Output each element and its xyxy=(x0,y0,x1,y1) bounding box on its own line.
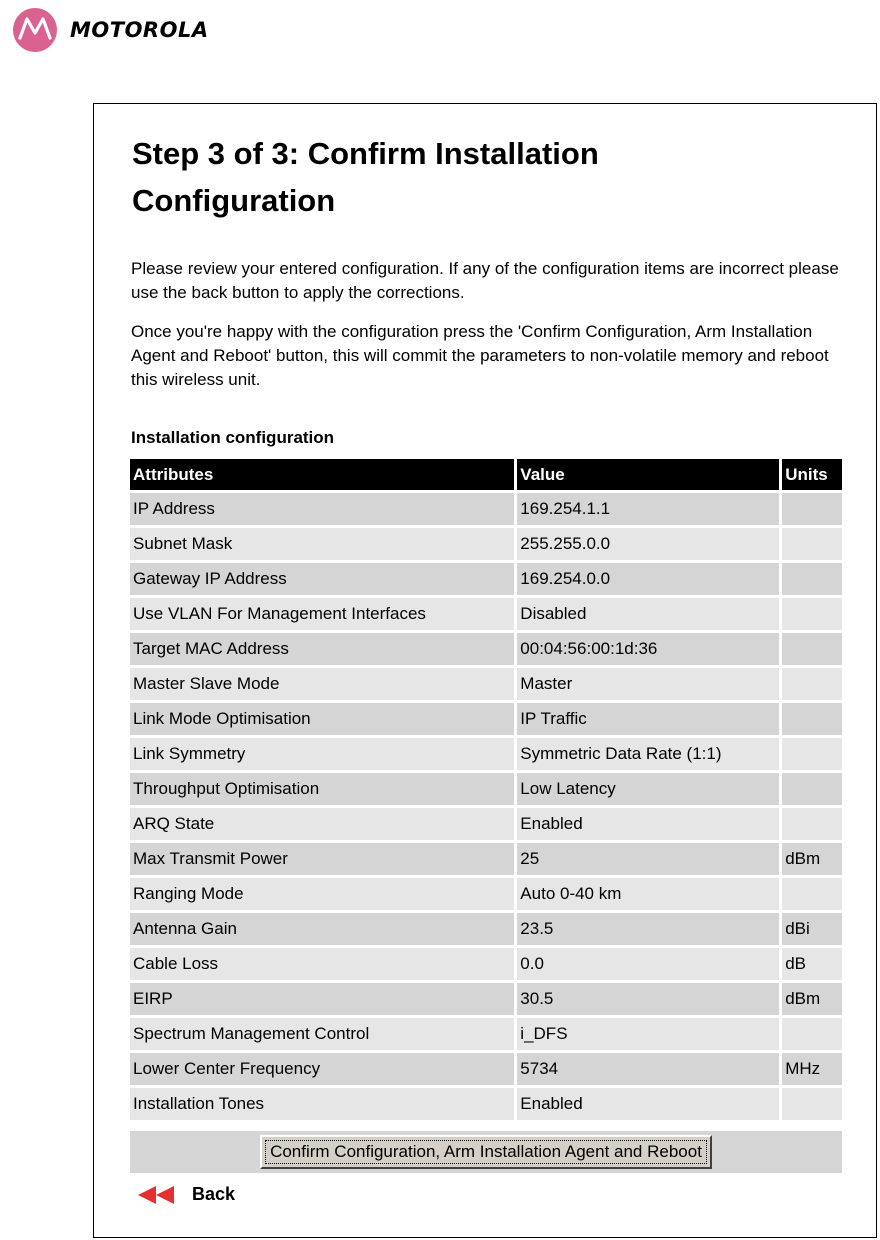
cell-attribute: Lower Center Frequency xyxy=(130,1053,514,1085)
cell-units: dBi xyxy=(782,913,842,945)
table-row xyxy=(130,633,842,665)
intro-text: Please review your entered configuration. If any of the configuration items are incorrect please use the back button to apply the corrections. xyxy=(131,259,839,302)
table-row xyxy=(130,493,842,525)
cell-units xyxy=(782,668,842,700)
header-value: Value xyxy=(517,459,779,490)
confirm-reboot-button[interactable]: Confirm Configuration, Arm Installation Agent and Reboot xyxy=(260,1135,712,1169)
section-title: Installation configuration xyxy=(131,428,335,447)
cell-units xyxy=(782,878,842,910)
cell-value: i_DFS xyxy=(517,1018,779,1050)
table-header-row xyxy=(130,459,842,490)
cell-value: Auto 0-40 km xyxy=(517,878,779,910)
table-row xyxy=(130,668,842,700)
table-row xyxy=(130,598,842,630)
table-row xyxy=(130,1088,842,1120)
cell-attribute: Subnet Mask xyxy=(130,528,514,560)
cell-value: 169.254.0.0 xyxy=(517,563,779,595)
cell-attribute: Max Transmit Power xyxy=(130,843,514,875)
brand-name: MOTOROLA xyxy=(70,18,209,42)
header-units: Units xyxy=(782,459,842,490)
brand-header xyxy=(13,8,209,52)
cell-value: Low Latency xyxy=(517,773,779,805)
cell-attribute: Ranging Mode xyxy=(130,878,514,910)
cell-attribute: ARQ State xyxy=(130,808,514,840)
cell-value: Enabled xyxy=(517,1088,779,1120)
table-row xyxy=(130,563,842,595)
cell-units xyxy=(782,808,842,840)
back-label: Back xyxy=(192,1184,236,1204)
cell-units xyxy=(782,598,842,630)
motorola-logo-icon xyxy=(13,8,57,52)
cell-value: 5734 xyxy=(517,1053,779,1085)
cell-units xyxy=(782,563,842,595)
cell-attribute: Link Symmetry xyxy=(130,738,514,770)
cell-units: dBm xyxy=(782,983,842,1015)
cell-value: 169.254.1.1 xyxy=(517,493,779,525)
cell-attribute: Use VLAN For Management Interfaces xyxy=(130,598,514,630)
table-row xyxy=(130,1053,842,1085)
cell-units: MHz xyxy=(782,1053,842,1085)
cell-attribute: Spectrum Management Control xyxy=(130,1018,514,1050)
table-row xyxy=(130,1018,842,1050)
cell-attribute: Master Slave Mode xyxy=(130,668,514,700)
cell-value: Enabled xyxy=(517,808,779,840)
cell-value: Disabled xyxy=(517,598,779,630)
cell-units xyxy=(782,773,842,805)
table-row xyxy=(130,773,842,805)
cell-attribute: Gateway IP Address xyxy=(130,563,514,595)
cell-units xyxy=(782,493,842,525)
table-row xyxy=(130,948,842,980)
cell-units: dBm xyxy=(782,843,842,875)
cell-units xyxy=(782,1088,842,1120)
configuration-table xyxy=(127,456,845,1123)
table-row xyxy=(130,878,842,910)
table-row xyxy=(130,738,842,770)
cell-attribute: IP Address xyxy=(130,493,514,525)
double-left-arrow-icon xyxy=(138,1185,178,1205)
cell-value: IP Traffic xyxy=(517,703,779,735)
table-row xyxy=(130,983,842,1015)
cell-units xyxy=(782,1018,842,1050)
cell-units xyxy=(782,738,842,770)
table-row xyxy=(130,843,842,875)
button-bar xyxy=(130,1131,842,1173)
page-title: Step 3 of 3: Confirm Installation Configuration xyxy=(132,136,599,218)
cell-attribute: EIRP xyxy=(130,983,514,1015)
header-attributes: Attributes xyxy=(130,459,514,490)
cell-attribute: Antenna Gain xyxy=(130,913,514,945)
cell-attribute: Link Mode Optimisation xyxy=(130,703,514,735)
content-frame xyxy=(93,103,877,1238)
cell-units xyxy=(782,703,842,735)
table-row xyxy=(130,703,842,735)
table-row xyxy=(130,808,842,840)
cell-attribute: Target MAC Address xyxy=(130,633,514,665)
table-row xyxy=(130,528,842,560)
cell-value: Master xyxy=(517,668,779,700)
cell-value: 30.5 xyxy=(517,983,779,1015)
instruction-text: Once you're happy with the configuration press the 'Confirm Configuration, Arm Installation Agent and Reboot' button, this will commit the parameters to non-volatile memory and reboot this wireless unit. xyxy=(131,322,829,389)
cell-units xyxy=(782,528,842,560)
cell-units: dB xyxy=(782,948,842,980)
cell-value: 25 xyxy=(517,843,779,875)
table-row xyxy=(130,913,842,945)
cell-attribute: Throughput Optimisation xyxy=(130,773,514,805)
cell-units xyxy=(782,633,842,665)
cell-attribute: Installation Tones xyxy=(130,1088,514,1120)
back-link[interactable] xyxy=(138,1184,235,1205)
cell-value: 0.0 xyxy=(517,948,779,980)
cell-value: 00:04:56:00:1d:36 xyxy=(517,633,779,665)
table-body xyxy=(130,493,842,1120)
cell-value: 255.255.0.0 xyxy=(517,528,779,560)
cell-value: Symmetric Data Rate (1:1) xyxy=(517,738,779,770)
cell-attribute: Cable Loss xyxy=(130,948,514,980)
cell-value: 23.5 xyxy=(517,913,779,945)
